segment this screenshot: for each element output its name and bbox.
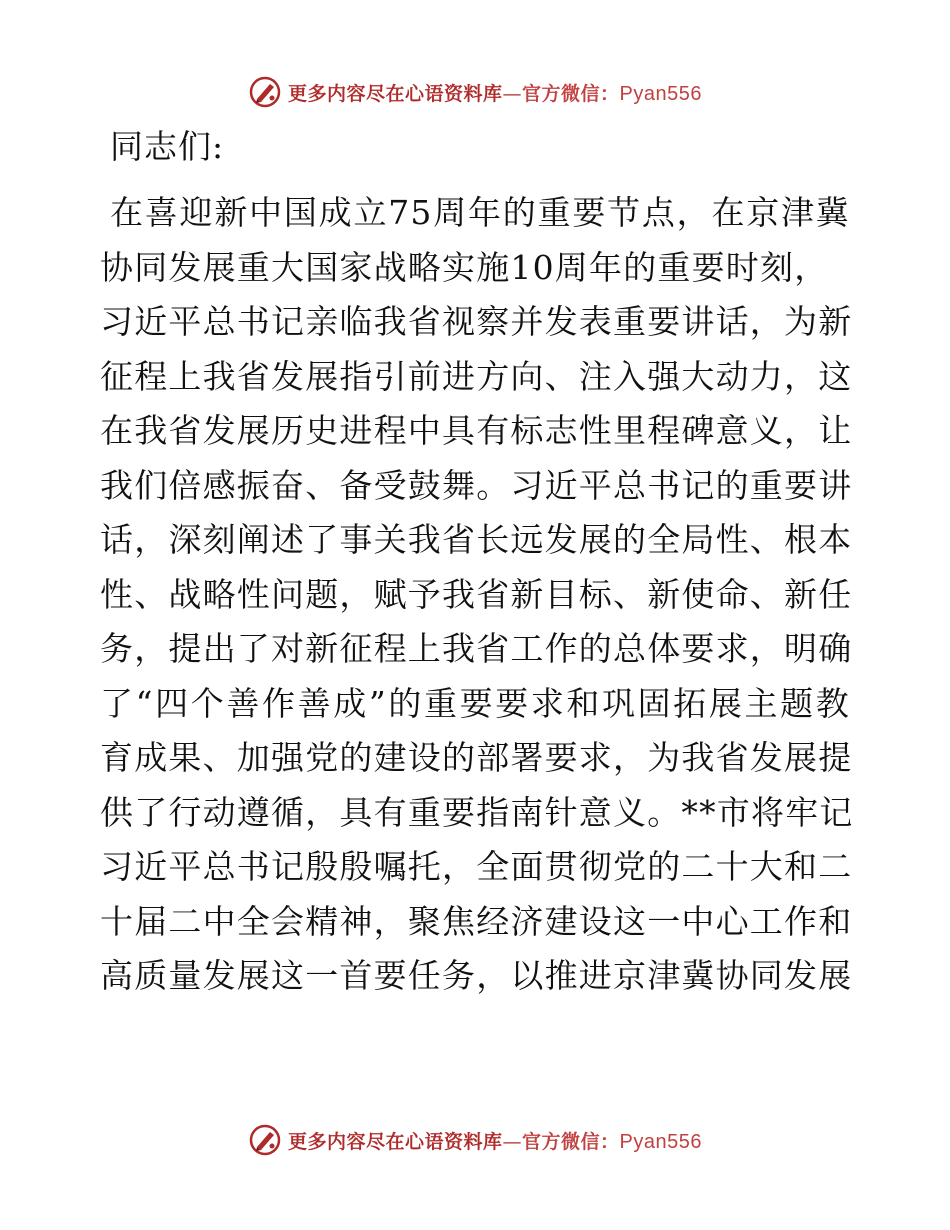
paragraph-line: 十届二中全会精神，聚焦经济建设这一中心工作和 (100, 901, 853, 941)
paragraph-line: 在我省发展历史进程中具有标志性里程碑意义，让 (100, 411, 853, 450)
pen-logo-icon (248, 75, 282, 109)
paragraph-line: 习近平总书记亲临我省视察并发表重要讲话，为新 (100, 302, 853, 341)
watermark-wechat-label: 官方微信： (522, 82, 620, 105)
document-body (100, 122, 854, 1004)
body-paragraph (100, 186, 854, 1004)
paragraph-line: 我们倍感振奋、备受鼓舞。习近平总书记的重要讲 (100, 465, 853, 505)
paragraph-line: 协同发展重大国家战略实施10周年的重要时刻， (100, 247, 829, 287)
watermark-wechat-id: Pyan556 (619, 82, 702, 105)
watermark-text (288, 1127, 702, 1154)
paragraph-line: 务，提出了对新征程上我省工作的总体要求，明确 (100, 629, 853, 668)
paragraph-line: 高质量发展这一首要任务，以推进京津冀协同发展 (100, 956, 853, 995)
watermark-main: 更多内容尽在心语资料库 (288, 82, 503, 105)
watermark-separator: — (502, 82, 523, 105)
pen-logo-icon (248, 1123, 282, 1157)
salutation: 同志们: (110, 127, 225, 166)
paragraph-line: 供了行动遵循，具有重要指南针意义。**市将牢记 (100, 792, 854, 832)
paragraph-line: 习近平总书记殷殷嘱托，全面贯彻党的二十大和二 (100, 847, 853, 886)
watermark-wechat-label: 官方微信： (522, 1130, 620, 1153)
paragraph-line: 性、战略性问题，赋予我省新目标、新使命、新任 (100, 574, 853, 614)
paragraph-line: 了“四个善作善成”的重要要求和巩固拓展主题教 (100, 683, 850, 723)
watermark-wechat-id: Pyan556 (619, 1130, 702, 1153)
paragraph-line: 话，深刻阐述了事关我省长远发展的全局性、根本 (100, 520, 853, 559)
watermark-text (288, 79, 702, 106)
watermark-separator: — (502, 1130, 523, 1153)
paragraph-line: 征程上我省发展指引前进方向、注入强大动力，这 (100, 356, 853, 396)
paragraph-line: 在喜迎新中国成立75周年的重要节点，在京津冀 (110, 193, 850, 232)
paragraph-line: 育成果、加强党的建设的部署要求，为我省发展提 (100, 738, 853, 777)
header-watermark (0, 72, 950, 112)
footer-watermark (0, 1120, 950, 1160)
watermark-main: 更多内容尽在心语资料库 (288, 1130, 503, 1153)
